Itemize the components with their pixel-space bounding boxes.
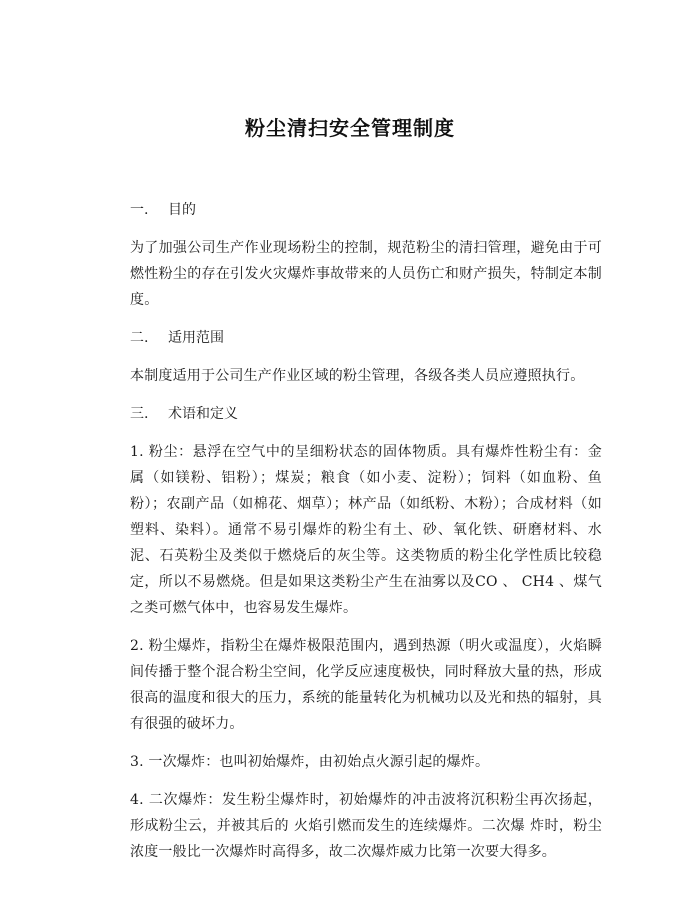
section-number: 二. (130, 330, 149, 346)
section-heading-purpose (130, 197, 602, 223)
document-body (130, 197, 602, 877)
section-title: 术语和定义 (168, 406, 238, 422)
definition-dust-explosion: 2. 粉尘爆炸，指粉尘在爆炸极限范围内，遇到热源（明火或温度），火焰瞬间传播于整个混合粉尘空间，化学反应速度极快，同时释放大量的热，形成很高的温度和很大的压力，系统的能量转化为机械功以及光和热的辐射，具有很强的破坏力。 (130, 638, 602, 732)
section-title: 适用范围 (168, 330, 224, 346)
definition-dust: 1. 粉尘：悬浮在空气中的呈细粉状态的固体物质。具有爆炸性粉尘有：金属（如镁粉、铝粉）；煤炭；粮食（如小麦、淀粉）；饲料（如血粉、鱼粉）；农副产品（如棉花、烟草）；林产品（如纸粉、木粉）；合成材料（如塑料、染料）。通常不易引爆炸的粉尘有土、砂、氧化铁、研磨材料、水 泥、石英粉尘及类似于燃烧后的灰尘等。这类物质的粉尘化学性质比较稳定，所以不易燃烧。但是如果这类粉尘产生在油雾以及CO 、 CH4 、煤气之类可燃气体中，也容易发生爆炸。 (130, 444, 602, 616)
section-number: 三. (130, 406, 149, 422)
section-heading-definitions (130, 401, 602, 427)
paragraph: 为了加强公司生产作业现场粉尘的控制，规范粉尘的清扫管理，避免由于可燃性粉尘的存在引发火灾爆炸事故带来的人员伤亡和财产损失，特制定本制度。 (130, 240, 602, 308)
section-heading-scope (130, 325, 602, 351)
definition-secondary-explosion: 4. 二次爆炸：发生粉尘爆炸时，初始爆炸的冲击波将沉积粉尘再次扬起，形成粉尘云，并被其后的 火焰引燃而发生的连续爆炸。二次爆 炸时，粉尘浓度一般比一次爆炸时高得多，故二次爆炸威力比第一次要大得多。 (130, 792, 602, 860)
document-title: 粉尘清扫安全管理制度 (245, 116, 455, 140)
section-title: 目的 (168, 202, 196, 218)
section-number: 一. (130, 202, 149, 218)
definition-primary-explosion: 3. 一次爆炸：也叫初始爆炸，由初始点火源引起的爆炸。 (130, 754, 490, 770)
paragraph: 本制度适用于公司生产作业区域的粉尘管理，各级各类人员应遵照执行。 (130, 368, 585, 384)
